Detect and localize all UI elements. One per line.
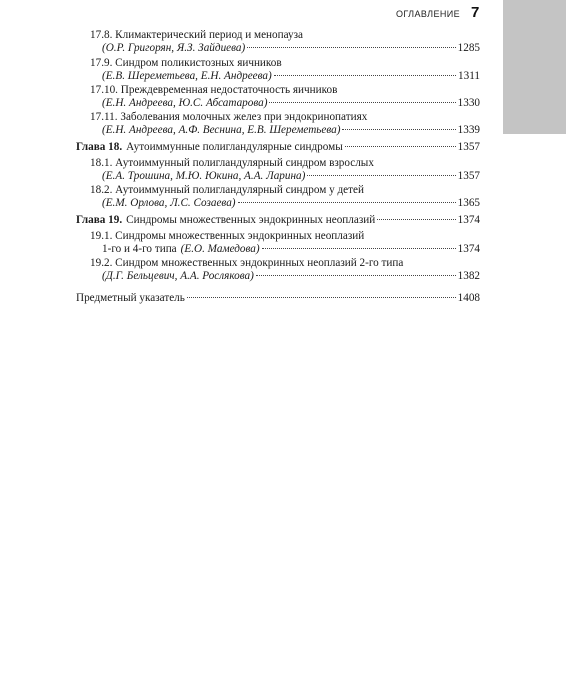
toc-entry-17-10-authors[interactable]: [102, 97, 480, 110]
toc-entry-17-9-authors[interactable]: [102, 70, 480, 83]
toc-subject-index[interactable]: [76, 292, 480, 305]
dot-leader: [238, 202, 456, 203]
dot-leader: [274, 75, 456, 76]
toc-entry-17-8-title[interactable]: [90, 29, 480, 42]
toc-entry-page: 1285: [457, 42, 480, 54]
toc-entry-19-2-title[interactable]: [90, 257, 480, 270]
toc-entry-title: 18.2. Аутоиммунный полигландулярный синдром у детей: [90, 184, 364, 196]
toc-entry-authors: (Е.Н. Андреева, А.Ф. Веснина, Е.В. Шереметьева): [102, 124, 341, 136]
dot-leader: [377, 219, 455, 220]
toc-entry-page: 1365: [457, 197, 480, 209]
toc-entry-authors: (Е.А. Трошина, М.Ю. Юкина, А.А. Ларина): [102, 170, 306, 182]
toc-entry-page: 1311: [458, 70, 480, 82]
dot-leader: [262, 248, 456, 249]
toc-entry-page: 1330: [457, 97, 480, 109]
toc-entry-19-1-title[interactable]: [90, 230, 480, 243]
toc-chapter-19[interactable]: [76, 214, 480, 227]
toc-entry-19-2-authors[interactable]: [102, 270, 480, 283]
toc-entry-authors: (Е.О. Мамедова): [180, 243, 260, 255]
toc-entry-page: 1374: [457, 243, 480, 255]
toc-entry-18-1-authors[interactable]: [102, 170, 480, 183]
toc-entry-18-2-title[interactable]: [90, 184, 480, 197]
toc-entry-authors: (Е.Н. Андреева, Ю.С. Абсатарова): [102, 97, 268, 109]
toc-entry-page: 1357: [457, 170, 480, 182]
page-edge-tab: [503, 0, 566, 134]
toc-entry-page: 1408: [457, 292, 480, 304]
toc-entry-19-1-title-cont[interactable]: [102, 243, 480, 256]
toc-entry-title: 19.1. Синдромы множественных эндокринных неоплазий: [90, 230, 365, 242]
chapter-title: Синдромы множественных эндокринных неоплазий: [126, 214, 376, 226]
chapter-title: Аутоиммунные полигландулярные синдромы: [126, 141, 343, 153]
dot-leader: [269, 102, 455, 103]
dot-leader: [247, 47, 455, 48]
dot-leader: [342, 129, 455, 130]
running-head: ОГЛАВЛЕНИЕ: [396, 9, 461, 19]
toc-entry-page: 1374: [457, 214, 480, 226]
toc-entry-title: 17.8. Климактерический период и менопауза: [90, 29, 304, 41]
toc-entry-17-10-title[interactable]: [90, 84, 480, 97]
toc-entry-title: 18.1. Аутоиммунный полигландулярный синдром взрослых: [90, 157, 374, 169]
toc-entry-title: 17.11. Заболевания молочных желез при эндокринопатиях: [90, 111, 368, 123]
toc-entry-17-8-authors[interactable]: [102, 42, 480, 55]
page-number: 7: [471, 4, 480, 21]
toc-entry-17-11-authors[interactable]: [102, 124, 480, 137]
toc-entry-17-11-title[interactable]: [90, 111, 480, 124]
toc-entry-title: 17.9. Синдром поликистозных яичников: [90, 57, 282, 69]
chapter-label: Глава 18.: [76, 141, 123, 153]
toc-entry-title: 17.10. Преждевременная недостаточность яичников: [90, 84, 338, 96]
chapter-label: Глава 19.: [76, 214, 123, 226]
toc-entry-17-9-title[interactable]: [90, 57, 480, 70]
toc-chapter-18[interactable]: [76, 141, 480, 154]
toc-entry-page: 1339: [457, 124, 480, 136]
dot-leader: [345, 146, 456, 147]
toc-entry-page: 1382: [457, 270, 480, 282]
toc-entry-title: 19.2. Синдром множественных эндокринных неоплазий 2-го типа: [90, 257, 404, 269]
toc-entry-authors: (Е.М. Орлова, Л.С. Созаева): [102, 197, 236, 209]
toc-entry-authors: (О.Р. Григорян, Я.З. Зайдиева): [102, 42, 246, 54]
dot-leader: [307, 175, 455, 176]
toc-entry-title: Предметный указатель: [76, 292, 185, 304]
toc-entry-18-1-title[interactable]: [90, 157, 480, 170]
toc-entry-18-2-authors[interactable]: [102, 197, 480, 210]
toc-entry-authors: (Д.Г. Бельцевич, А.А. Рослякова): [102, 270, 254, 282]
toc-entry-authors: (Е.В. Шереметьева, Е.Н. Андреева): [102, 70, 272, 82]
dot-leader: [187, 297, 456, 298]
dot-leader: [256, 275, 456, 276]
toc-entry-title-continued: 1-го и 4-го типа: [102, 243, 177, 255]
toc-entry-page: 1357: [457, 141, 480, 153]
